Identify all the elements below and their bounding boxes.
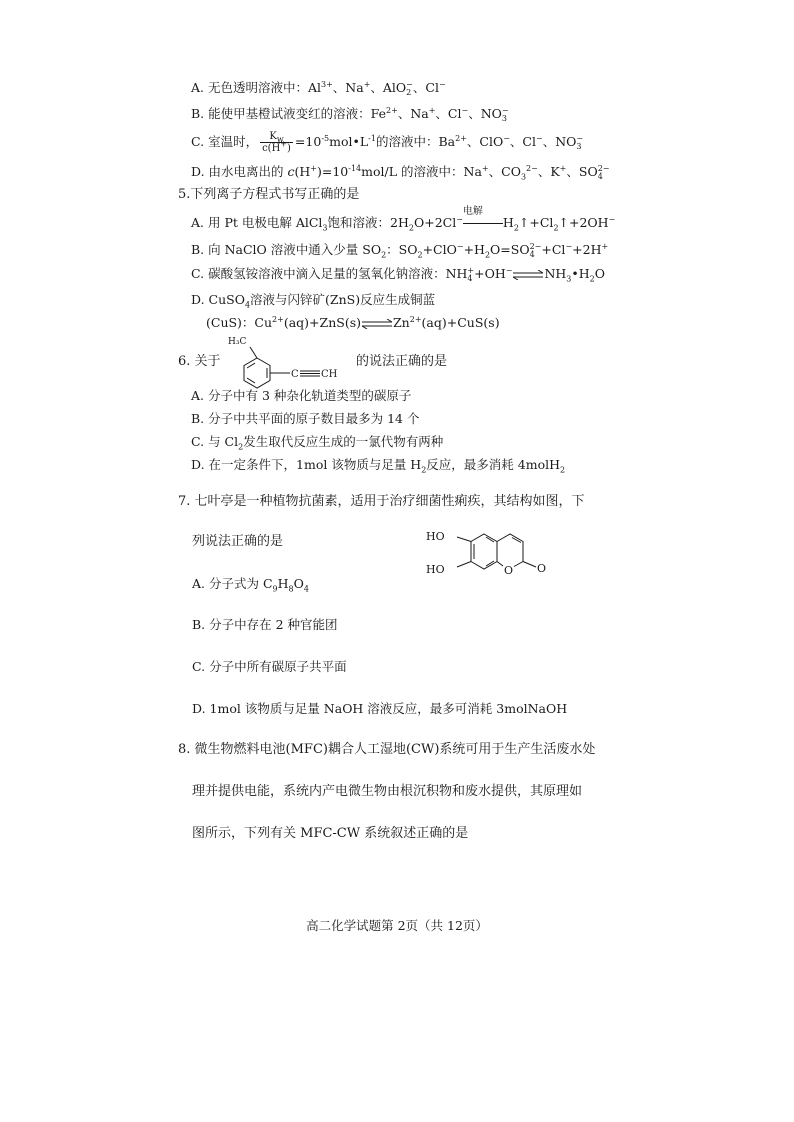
q6-option-c: C. 与 $Cl_2$发生取代反应生成的一氯代物有两种 (191, 434, 444, 452)
q7-option-a: A. 分子式为 $C_9H_8O_4$ (192, 576, 309, 594)
q8-stem-line2: 理并提供电能，系统内产电微生物由根沉积物和废水提供，其原理如 (192, 784, 583, 799)
q4-option-c: C. 室温时， $\frac{K_w}{c(H^+)}$ $=10^{-5}mol•L^{-1}$的溶液中：$Ba^{2+}$、ClO−、Cl−、NO − 3 (191, 131, 584, 154)
q4-option-a: A. 无色透明溶液中：$Al^{3+}$、Na+、AlO − 2 、Cl− (191, 79, 446, 97)
page-footer: 高二化学试题第 2页（共 12页） (306, 918, 488, 933)
q4-option-d: D. 由水电离出的 $c(H^+)=10^{-14}mol/L$ 的溶液中：Na+、$CO_3^{2-}$、K+、SO 2− 4 (191, 163, 610, 182)
ch-label: CH (321, 369, 338, 380)
kw-fraction: $\frac{K_w}{c(H^+)}$ (262, 131, 291, 154)
q7-stem-line1: 7. 七叶亭是一种植物抗菌素，适用于治疗细菌性痢疾，其结构如图，下 (178, 494, 585, 509)
q8-stem-line1: 8. 微生物燃料电池(MFC)耦合人工湿地(CW)系统可用于生产生活废水处 (178, 742, 596, 757)
q6-option-d: D. 在一定条件下，1mol 该物质与足量 $H_2$反应，最多消耗 4molH$_2$ (191, 457, 566, 475)
ho-label-bottom: HO (426, 563, 445, 576)
q8-stem-line3: 图所示，下列有关 MFC-CW 系统叙述正确的是 (192, 826, 469, 841)
esculetin-structure (424, 527, 564, 593)
ho-label-top: HO (426, 530, 445, 543)
q7-option-d: D. 1mol 该物质与足量 NaOH 溶液反应，最多可消耗 3molNaOH (192, 701, 568, 716)
ring-oxygen-label: O (504, 564, 514, 577)
q6-stem-prefix: 6. 关于 (178, 354, 221, 369)
q5-option-b: B. 向 NaClO 溶液中通入少量 $SO_2$：$SO_2+ClO^-+H_2O=SO$ 2− 4 +Cl−+2H+ (191, 241, 609, 260)
carbon-label: C (291, 369, 299, 380)
q5-option-a: A. 用 Pt 电极电解 AlCl$_3$饱和溶液：$2H_2O+2Cl^-$ 电解 $H_2↑+Cl_2↑+2OH^-$ (191, 206, 616, 233)
q7-stem-line2: 列说法正确的是 (192, 534, 284, 549)
q5-option-d-line1: D. CuSO$_4$溶液与闪锌矿(ZnS)反应生成铜蓝 (191, 292, 436, 310)
q5-option-d-line2: (CuS)：$Cu^{2+}(aq)+ZnS(s)$ $Zn^{2+}(aq)+CuS(s)$ (206, 314, 500, 330)
equilibrium-arrow (512, 270, 544, 280)
q7-option-c: C. 分子中所有碳原子共平面 (192, 659, 347, 674)
q5-stem: 5.下列离子方程式书写正确的是 (178, 187, 360, 202)
q5-option-c: C. 碳酸氢铵溶液中滴入足量的氢氧化钠溶液：NH + 4 +OH− $NH_3•H_2O$ (191, 265, 606, 284)
q4-option-b: B. 能使甲基橙试液变红的溶液：$Fe^{2+}$、Na+、Cl−、NO − 3 (191, 105, 509, 123)
q7-option-b: B. 分子中存在 2 种官能团 (192, 617, 338, 632)
q6-stem-suffix: 的说法正确的是 (356, 354, 448, 369)
equilibrium-arrow (361, 319, 393, 329)
q6-option-b: B. 分子中共平面的原子数目最多为 14 个 (191, 411, 420, 426)
q6-option-a: A. 分子中有 3 种杂化轨道类型的碳原子 (191, 388, 412, 403)
ch3-label: H₃C (228, 337, 247, 347)
carbonyl-oxygen-label: O (537, 562, 547, 575)
electrolysis-arrow: 电解 (463, 215, 503, 231)
methylphenylacetylene-structure (224, 334, 364, 390)
